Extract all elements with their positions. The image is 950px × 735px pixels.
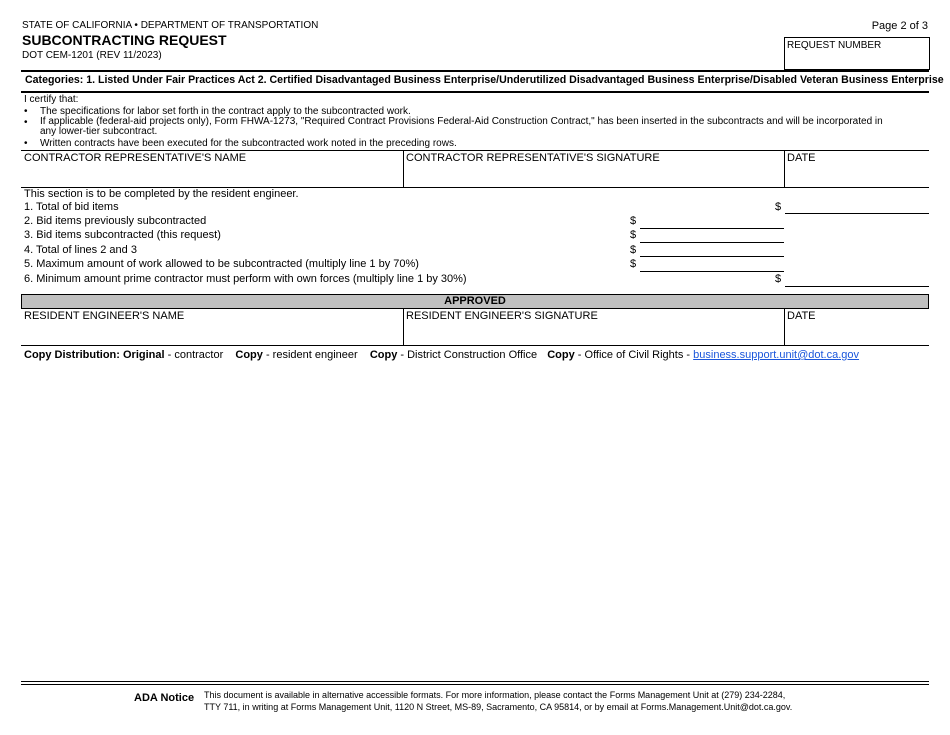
- certify-bullet: Written contracts have been executed for the subcontracted work noted in the preceding rows.: [40, 138, 457, 149]
- line5-amount-input[interactable]: [640, 271, 784, 272]
- ada-notice-line2: TTY 711, in writing at Forms Management Unit, 1120 N Street, MS-89, Sacramento, CA 95814, or by email at Forms.Management.Unit@dot.ca.gov.: [204, 702, 793, 712]
- copy-distribution: [24, 349, 859, 362]
- contractor-signature-label: CONTRACTOR REPRESENTATIVE'S SIGNATURE: [406, 152, 660, 164]
- request-number-box[interactable]: [784, 37, 930, 70]
- line-item-label: 3. Bid items subcontracted (this request): [24, 229, 221, 241]
- contractor-name-field[interactable]: [21, 150, 403, 187]
- divider: [21, 345, 929, 346]
- engineer-signature-field[interactable]: [404, 309, 784, 345]
- request-number-label: REQUEST NUMBER: [787, 40, 882, 51]
- bullet-icon: •: [24, 117, 28, 128]
- dollar-sign: $: [630, 229, 637, 241]
- line3-amount-input[interactable]: [640, 242, 784, 243]
- contractor-name-label: CONTRACTOR REPRESENTATIVE'S NAME: [24, 152, 247, 164]
- line-item-label: 2. Bid items previously subcontracted: [24, 215, 207, 227]
- categories-text: Categories: 1. Listed Under Fair Practices Act 2. Certified Disadvantaged Business Enterprise/Underutilized Disadvantaged Business Enterprise/Disabled Veteran Business Enterprise: [25, 74, 944, 86]
- dollar-sign: $: [775, 201, 782, 213]
- bullet-icon: •: [24, 138, 28, 149]
- copy-label: Copy: [235, 349, 263, 361]
- contractor-date-field[interactable]: [785, 150, 929, 187]
- copy-recipient: - Office of Civil Rights -: [577, 349, 691, 361]
- original-recipient: - contractor: [167, 349, 224, 361]
- approved-header: APPROVED: [21, 294, 929, 309]
- engineer-name-field[interactable]: [21, 309, 403, 345]
- original-label: Original: [123, 349, 165, 361]
- copy-recipient: - resident engineer: [265, 349, 358, 361]
- dollar-sign: $: [630, 258, 637, 270]
- distribution-label: Copy Distribution:: [24, 349, 120, 361]
- divider: [21, 70, 929, 72]
- line1-amount-input[interactable]: [785, 213, 929, 214]
- copy-label: Copy: [369, 349, 398, 361]
- copy-recipient: - District Construction Office: [400, 349, 538, 361]
- line6-amount-input[interactable]: [785, 286, 929, 287]
- engineer-date-label: DATE: [787, 310, 816, 322]
- dollar-sign: $: [630, 244, 637, 256]
- engineer-date-field[interactable]: [785, 309, 929, 345]
- line-item-label: 6. Minimum amount prime contractor must perform with own forces (multiply line 1 by 30%): [24, 273, 467, 285]
- ada-notice-label: ADA Notice: [134, 692, 195, 704]
- engineer-signature-label: RESIDENT ENGINEER'S SIGNATURE: [406, 310, 598, 322]
- certify-bullet: If applicable (federal-aid projects only), Form FHWA-1273, "Required Contract Provisions Federal-Aid Construction Contract," has been inserted in the subcontracts and will be incorporated in any lower-tier subcontract.: [40, 116, 883, 137]
- agency-line: STATE OF CALIFORNIA • DEPARTMENT OF TRANSPORTATION: [22, 20, 319, 31]
- divider: [21, 684, 929, 685]
- page-number: Page 2 of 3: [871, 20, 928, 32]
- engineer-intro: This section is to be completed by the resident engineer.: [24, 188, 299, 200]
- copy-label: Copy: [547, 349, 575, 361]
- line2-amount-input[interactable]: [640, 228, 784, 229]
- ada-notice-line1: This document is available in alternative accessible formats. For more information, please contact the Forms Management Unit at (279) 234-2284,: [204, 690, 786, 700]
- line4-amount-input[interactable]: [640, 256, 784, 257]
- divider: [21, 91, 929, 93]
- bullet-icon: •: [24, 106, 28, 117]
- divider: [21, 681, 929, 682]
- contractor-signature-field[interactable]: [404, 150, 784, 187]
- certify-bullet: The specifications for labor set forth in the contract apply to the subcontracted work.: [40, 106, 411, 117]
- line-item-label: 5. Maximum amount of work allowed to be subcontracted (multiply line 1 by 70%): [24, 258, 419, 270]
- line-item-label: 1. Total of bid items: [24, 201, 119, 213]
- email-link[interactable]: business.support.unit@dot.ca.gov: [693, 349, 860, 361]
- contractor-date-label: DATE: [787, 152, 816, 164]
- engineer-name-label: RESIDENT ENGINEER'S NAME: [24, 310, 185, 322]
- dollar-sign: $: [630, 215, 637, 227]
- form-title: SUBCONTRACTING REQUEST: [22, 32, 227, 48]
- line-item-label: 4. Total of lines 2 and 3: [24, 244, 137, 256]
- certify-intro: I certify that:: [24, 94, 79, 105]
- dollar-sign: $: [775, 273, 782, 285]
- form-id: DOT CEM-1201 (REV 11/2023): [22, 50, 162, 61]
